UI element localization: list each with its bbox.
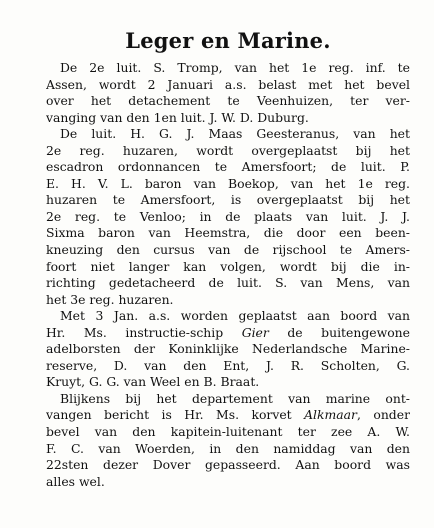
text-fragment: Hr. Ms. instructie-schip: [46, 324, 224, 340]
article-heading: Leger en Marine.: [125, 28, 331, 53]
text-line: alles wel.: [46, 473, 105, 489]
text-line: huzaren te Amersfoort, is overgeplaatst bij het: [46, 192, 410, 208]
text-line: foort niet langer kan volgen, wordt bij die in-: [46, 258, 410, 274]
paragraph-detachement: [46, 60, 410, 126]
text-line: Assen, wordt 2 Januari a.s. belast met het bevel: [46, 76, 410, 92]
text-fragment: , onder: [356, 407, 410, 423]
text-line: Blijkens bij het departement van marine ont-: [60, 390, 410, 406]
text-line: Sixma baron van Heemstra, die door een been-: [46, 225, 410, 241]
ship-name-gier: Gier: [241, 324, 269, 340]
text-line: adelborsten der Koninklijke Nederlandsche Marine-: [46, 341, 410, 357]
text-line-with-ship-name: [46, 407, 410, 424]
text-line: bevel van den kapitein-luitenant ter zee A. W.: [46, 424, 410, 440]
text-line: het 3e reg. huzaren.: [46, 291, 174, 307]
text-line: 2e reg. te Venloo; in de plaats van luit. J. J.: [46, 208, 410, 224]
text-line: De 2e luit. S. Tromp, van het 1e reg. inf. te: [60, 60, 410, 75]
text-line: De luit. H. G. J. Maas Geesteranus, van het: [60, 126, 410, 142]
text-line: kneuzing den cursus van de rijschool te Amers-: [46, 242, 410, 258]
text-line: 2e reg. huzaren, wordt overgeplaatst bij het: [46, 142, 410, 158]
text-line: reserve, D. van den Ent, J. R. Scholten, G.: [46, 357, 410, 373]
text-line: 22sten dezer Dover gepasseerd. Aan boord was: [46, 457, 410, 473]
text-line: F. C. van Woerden, in den namiddag van den: [46, 440, 410, 456]
paragraph-korvet: [46, 391, 410, 490]
paragraph-adelborsten: [46, 308, 410, 391]
text-fragment: de buitengewone: [287, 324, 410, 340]
ship-name-alkmaar: Alkmaar: [304, 407, 357, 423]
text-line: Kruyt, G. G. van Weel en B. Braat.: [46, 374, 260, 390]
text-fragment: vangen bericht is Hr. Ms. korvet: [46, 407, 292, 423]
text-line-with-ship-name: [46, 325, 410, 342]
text-line: escadron ordonnancen te Amersfoort; de luit. P.: [46, 159, 410, 175]
text-line: E. H. V. L. baron van Boekop, van het 1e reg.: [46, 175, 410, 191]
text-line: over het detachement te Veenhuizen, ter ver-: [46, 93, 410, 109]
paragraph-huzaren: [46, 126, 410, 308]
text-line: vanging van den 1en luit. J. W. D. Duburg.: [46, 109, 309, 125]
text-line: Met 3 Jan. a.s. worden geplaatst aan boord van: [60, 308, 410, 324]
text-line: richting gedetacheerd de luit. S. van Mens, van: [46, 275, 410, 291]
article-body: [46, 60, 410, 490]
